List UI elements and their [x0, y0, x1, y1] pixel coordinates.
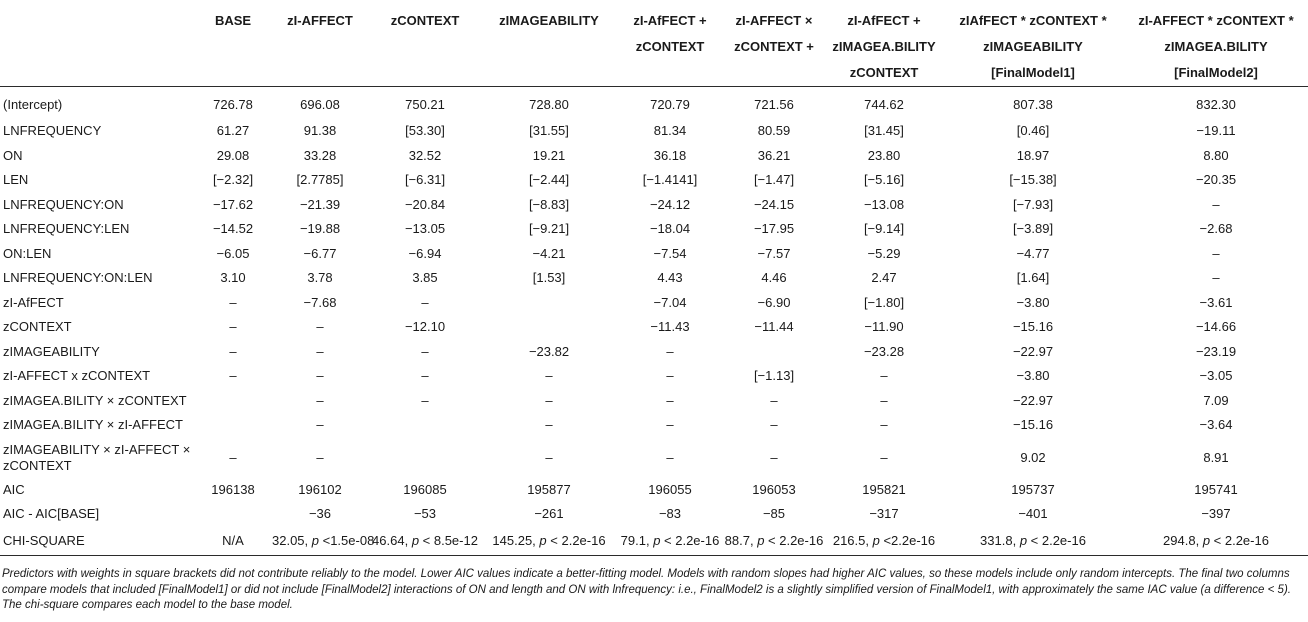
table-cell: −6.05	[216, 245, 250, 261]
table-cell: −85	[762, 506, 786, 522]
table-cell: 331.8, p < 2.2e-16	[942, 527, 1124, 556]
table-row	[0, 144, 1308, 169]
table-cell	[370, 438, 480, 478]
table-cell: −3.80	[1016, 294, 1050, 310]
table-cell: –	[770, 417, 778, 433]
table-cell: 61.27	[216, 123, 250, 139]
table-cell: [1.64]	[1016, 270, 1050, 286]
table-cell: −20.35	[1195, 172, 1237, 188]
table-cell: −22.97	[1012, 343, 1054, 359]
header-cell-model: zIMAGEABILITY	[480, 0, 618, 87]
table-cell: −6.90	[757, 294, 791, 310]
row-label: AIC - AIC[BASE]	[3, 506, 100, 522]
table-cell: −83	[658, 506, 682, 522]
table-cell: –	[421, 392, 429, 408]
table-cell: –	[545, 392, 553, 408]
table-cell: –	[229, 319, 237, 335]
table-cell: −261	[534, 506, 564, 522]
row-label: ON:LEN	[3, 245, 52, 261]
table-cell: −401	[1018, 506, 1048, 522]
table-cell: [31.45]	[864, 123, 904, 139]
table-cell: [0.46]	[1016, 123, 1050, 139]
table-cell: 832.30	[1196, 97, 1236, 112]
table-cell: –	[545, 449, 553, 465]
table-cell	[722, 340, 826, 365]
table-cell: –	[316, 368, 324, 384]
header-cell-predictor	[0, 0, 196, 87]
table-cell: [−8.83]	[528, 196, 570, 212]
table-cell: −6.77	[303, 245, 337, 261]
table-cell: –	[1212, 245, 1220, 261]
table-cell: −11.43	[650, 319, 690, 335]
table-cell: –	[1212, 270, 1220, 286]
table-row	[0, 413, 1308, 438]
table-cell: 23.80	[867, 147, 901, 163]
table-cell: 807.38	[1013, 97, 1053, 112]
table-cell: –	[880, 392, 888, 408]
table-cell: 88.7, p < 2.2e-16	[722, 527, 826, 556]
table-cell: −14.66	[1195, 319, 1237, 335]
table-cell: −13.05	[404, 221, 446, 237]
table-cell: −3.80	[1016, 368, 1050, 384]
table-cell: −53	[413, 506, 437, 522]
table-cell: 145.25, p < 2.2e-16	[480, 527, 618, 556]
table-cell: [−7.93]	[1012, 196, 1054, 212]
table-cell: 33.28	[303, 147, 337, 163]
table-cell: 36.18	[653, 147, 687, 163]
table-cell: [−3.89]	[1012, 221, 1054, 237]
table-row	[0, 193, 1308, 218]
table-cell: [1.53]	[532, 270, 566, 286]
table-cell: [−1.80]	[863, 294, 905, 310]
table-cell	[480, 315, 618, 340]
table-cell: [53.30]	[405, 123, 445, 139]
table-cell: [−9.21]	[528, 221, 570, 237]
table-cell: –	[545, 417, 553, 433]
table-cell: [−9.14]	[863, 221, 905, 237]
table-cell: 728.80	[529, 97, 569, 112]
table-cell: −18.04	[649, 221, 691, 237]
table-cell: −23.19	[1195, 343, 1237, 359]
table-cell: –	[421, 368, 429, 384]
table-cell: −17.95	[753, 221, 795, 237]
table-cell: 196138	[211, 481, 255, 497]
table-cell: −11.90	[864, 319, 904, 335]
row-label: zIMAGEA.BILITY × zCONTEXT	[3, 392, 187, 408]
table-cell: –	[1212, 196, 1220, 212]
table-cell: 216.5, p <2.2e-16	[826, 527, 942, 556]
row-label: zI-AFFECT x zCONTEXT	[3, 368, 151, 384]
table-row	[0, 389, 1308, 414]
table-cell: –	[421, 343, 429, 359]
table-cell: [−1.4141]	[642, 172, 698, 188]
table-cell: –	[229, 294, 237, 310]
table-cell: [−1.13]	[753, 368, 795, 384]
table-cell: −7.68	[303, 294, 337, 310]
row-label: AIC	[3, 481, 25, 497]
row-label: zIMAGEABILITY	[3, 343, 100, 359]
table-footnote: Predictors with weights in square brackets did not contribute reliably to the model. Lower AIC values indicate a better-fitting model. Models with random slopes had higher AIC values, so these models include only random intercepts. The final two columns compare models that included [FinalModel1] or did not include [FinalModel2] interactions of ON and length and ON with lnfrequency: i.e., FinalModel2 is a slightly simplified version of FinalModel1, with approximately the same IAC value (a difference < 5). The chi-square compares each model to the base model.	[2, 568, 1291, 611]
row-label: LNFREQUENCY:LEN	[3, 221, 130, 237]
table-cell: [−15.38]	[1009, 172, 1057, 188]
table-cell	[480, 291, 618, 316]
table-cell: 195741	[1194, 481, 1238, 497]
table-row	[0, 87, 1308, 120]
table-cell: −36	[308, 506, 332, 522]
table-cell: −19.11	[1196, 123, 1236, 139]
table-cell: –	[421, 294, 429, 310]
table-row	[0, 438, 1308, 478]
table-row	[0, 217, 1308, 242]
table-cell: –	[316, 392, 324, 408]
table-cell: 720.79	[650, 97, 690, 112]
table-cell: 9.02	[1020, 449, 1046, 465]
table-cell: 744.62	[864, 97, 904, 112]
table-cell: [−5.16]	[863, 172, 905, 188]
table-cell: −17.62	[212, 196, 254, 212]
table-cell: –	[880, 417, 888, 433]
table-cell: −317	[869, 506, 899, 522]
table-cell: 196053	[752, 481, 796, 497]
table-cell: 8.80	[1203, 147, 1229, 163]
table-cell: 195877	[527, 481, 571, 497]
table-cell: –	[770, 449, 778, 465]
table-cell	[196, 389, 270, 414]
header-cell-model: zI-AFFECT × zCONTEXT +	[722, 0, 826, 87]
table-row	[0, 266, 1308, 291]
table-cell: −15.16	[1012, 319, 1054, 335]
row-label: LEN	[3, 172, 29, 188]
table-cell: −23.82	[528, 343, 570, 359]
table-cell: 19.21	[532, 147, 566, 163]
row-label: CHI-SQUARE	[0, 527, 196, 556]
table-cell: –	[316, 343, 324, 359]
row-label: zIMAGEABILITY × zI-AFFECT × zCONTEXT	[3, 441, 191, 473]
table-cell: –	[666, 449, 674, 465]
table-cell: [−2.44]	[528, 172, 570, 188]
table-cell: 721.56	[754, 97, 794, 112]
table-cell: 46.64, p < 8.5e-12	[370, 527, 480, 556]
table-row	[0, 478, 1308, 503]
table-header	[0, 0, 1308, 87]
table-cell: 294.8, p < 2.2e-16	[1124, 527, 1308, 556]
table-cell: 79.1, p < 2.2e-16	[618, 527, 722, 556]
table-cell: −6.94	[408, 245, 442, 261]
table-cell: 3.78	[307, 270, 333, 286]
table-cell: −19.88	[299, 221, 341, 237]
table-cell: −3.64	[1199, 417, 1233, 433]
table-cell: −21.39	[299, 196, 341, 212]
table-cell	[196, 502, 270, 527]
table-cell: 196085	[403, 481, 447, 497]
table-cell	[370, 413, 480, 438]
table-cell: [−2.32]	[212, 172, 254, 188]
table-cell: −11.44	[754, 319, 794, 335]
table-cell: [−1.47]	[753, 172, 795, 188]
table-row	[0, 315, 1308, 340]
table-row	[0, 168, 1308, 193]
header-cell-model: zI-AfFECT + zIMAGEA.BILITY zCONTEXT	[826, 0, 942, 87]
header-cell-model: BASE	[196, 0, 270, 87]
table-cell: 4.43	[657, 270, 683, 286]
table-row	[0, 119, 1308, 144]
table-row	[0, 291, 1308, 316]
table-cell: 195737	[1011, 481, 1055, 497]
table-cell: –	[229, 368, 237, 384]
table-cell	[196, 413, 270, 438]
table-cell: –	[666, 392, 674, 408]
table-cell: 91.38	[303, 123, 337, 139]
table-cell: –	[666, 417, 674, 433]
row-label: LNFREQUENCY:ON:LEN	[3, 270, 153, 286]
table-cell: –	[316, 417, 324, 433]
table-cell: –	[545, 368, 553, 384]
table-cell: −12.10	[404, 319, 446, 335]
table-cell: −3.61	[1199, 294, 1233, 310]
table-cell: 195821	[862, 481, 906, 497]
row-label: LNFREQUENCY	[3, 123, 102, 139]
row-label: (Intercept)	[3, 97, 63, 112]
table-cell: –	[880, 449, 888, 465]
row-label: zIMAGEA.BILITY × zI-AFFECT	[3, 417, 183, 433]
table-row	[0, 364, 1308, 389]
table-cell: 18.97	[1016, 147, 1050, 163]
row-label: zI-AfFECT	[3, 294, 64, 310]
table-cell: −7.57	[757, 245, 791, 261]
table-cell: −24.12	[649, 196, 691, 212]
table-cell: −7.54	[653, 245, 687, 261]
row-label: zCONTEXT	[3, 319, 72, 335]
table-cell: 696.08	[300, 97, 340, 112]
table-cell: −20.84	[404, 196, 446, 212]
table-cell: 3.10	[220, 270, 246, 286]
table-cell: –	[666, 343, 674, 359]
header-cell-model: zIAfFECT * zCONTEXT * zIMAGEABILITY [FinalModel1]	[942, 0, 1124, 87]
table-cell: −22.97	[1012, 392, 1054, 408]
table-row	[0, 340, 1308, 365]
table-cell: 36.21	[757, 147, 791, 163]
table-cell: [2.7785]	[296, 172, 344, 188]
table-cell: –	[770, 392, 778, 408]
table-cell: −24.15	[753, 196, 795, 212]
table-cell: –	[666, 368, 674, 384]
table-row	[0, 527, 1308, 556]
table-cell: −23.28	[863, 343, 905, 359]
header-cell-model: zI-AFFECT * zCONTEXT * zIMAGEA.BILITY [FinalModel2]	[1124, 0, 1308, 87]
table-cell: 2.47	[871, 270, 897, 286]
table-cell: 80.59	[757, 123, 791, 139]
table-cell: 196102	[298, 481, 342, 497]
table-cell: –	[880, 368, 888, 384]
table-cell: 726.78	[213, 97, 253, 112]
header-row	[0, 0, 1308, 87]
table-cell: −2.68	[1199, 221, 1233, 237]
table-cell: –	[316, 319, 324, 335]
table-row	[0, 242, 1308, 267]
table-row	[0, 502, 1308, 527]
table-cell: 750.21	[405, 97, 445, 112]
table-cell: 196055	[648, 481, 692, 497]
table-cell: [−6.31]	[404, 172, 446, 188]
header-cell-model: zI-AFFECT	[270, 0, 370, 87]
table-cell: 8.91	[1203, 449, 1229, 465]
table-cell: 32.05, p <1.5e-08	[270, 527, 370, 556]
table-cell: [31.55]	[529, 123, 569, 139]
table-cell: –	[229, 449, 237, 465]
table-cell: N/A	[196, 527, 270, 556]
table-cell: 3.85	[412, 270, 438, 286]
table-cell: −7.04	[653, 294, 687, 310]
table-cell: –	[229, 343, 237, 359]
table-cell: −14.52	[212, 221, 254, 237]
table-cell: −15.16	[1012, 417, 1054, 433]
table-cell: −4.77	[1016, 245, 1050, 261]
table-body	[0, 87, 1308, 556]
table-cell: −13.08	[863, 196, 905, 212]
row-label: LNFREQUENCY:ON	[3, 196, 124, 212]
table-cell: −397	[1201, 506, 1231, 522]
header-cell-model: zCONTEXT	[370, 0, 480, 87]
table-cell: −4.21	[532, 245, 566, 261]
table-cell: −5.29	[867, 245, 901, 261]
table-cell: 4.46	[761, 270, 787, 286]
table-cell: 29.08	[216, 147, 250, 163]
table-cell: 81.34	[653, 123, 687, 139]
table-cell: 32.52	[408, 147, 442, 163]
table-cell: –	[316, 449, 324, 465]
table-cell: 7.09	[1203, 392, 1229, 408]
table-cell: −3.05	[1199, 368, 1233, 384]
row-label: ON	[3, 147, 23, 163]
header-cell-model: zI-AfFECT + zCONTEXT	[618, 0, 722, 87]
